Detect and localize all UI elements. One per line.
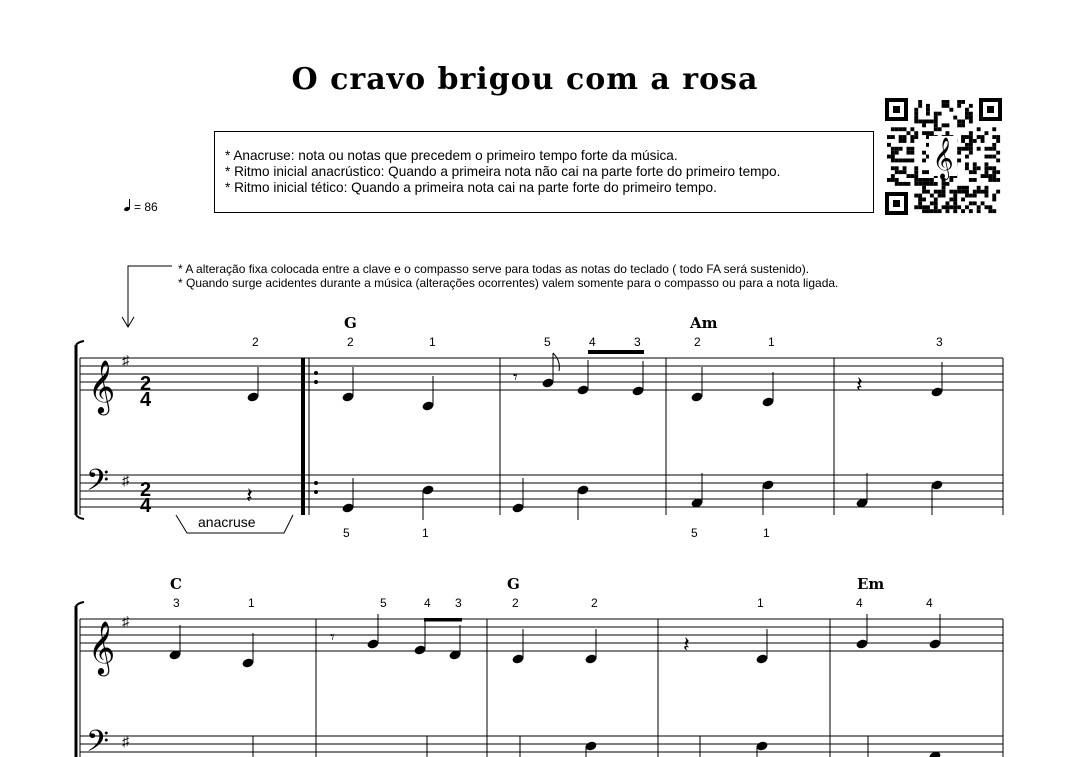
fingering: 1 — [248, 596, 255, 610]
chord-symbol: G — [344, 314, 357, 332]
fingering: 2 — [252, 335, 259, 349]
info-line: * Anacruse: nota ou notas que precedem o primeiro tempo forte da música. — [225, 148, 678, 163]
fingering: 4 — [589, 335, 596, 349]
chord-symbol: Em — [857, 575, 885, 593]
chord-symbol: C — [170, 575, 182, 593]
arrow-icon — [122, 266, 172, 327]
fingering: 4 — [856, 596, 863, 610]
anacruse-label: anacruse — [198, 514, 256, 530]
eighth-rest-icon: 𝄾 — [330, 627, 335, 647]
fingering: 4 — [424, 596, 431, 610]
system-2 — [76, 575, 1003, 757]
key-signature: ♯ — [122, 472, 129, 488]
info-line: * Ritmo inicial tético: Quando a primeira nota cai na parte forte do primeiro tempo. — [225, 180, 717, 195]
quarter-rest-icon: 𝄽 — [683, 632, 690, 657]
fingering: 3 — [634, 335, 641, 349]
note-flag — [553, 353, 559, 371]
fingering: 3 — [455, 596, 462, 610]
time-signature-bottom: 4 — [140, 389, 152, 411]
fingering: 1 — [429, 335, 436, 349]
beam — [588, 350, 644, 354]
system-1 — [76, 314, 1003, 540]
time-signature-bottom: 4 — [140, 495, 152, 517]
fingering: 1 — [763, 526, 770, 540]
tempo-value: = 86 — [134, 200, 158, 214]
fingering: 4 — [926, 596, 933, 610]
key-signature: ♯ — [122, 733, 129, 749]
quarter-rest-icon: 𝄽 — [246, 483, 253, 508]
note-line: * Quando surge acidentes durante a música (alterações ocorrentes) valem somente para o compasso ou para a nota ligada. — [178, 276, 839, 290]
fingering: 2 — [591, 596, 598, 610]
chord-symbol: G — [507, 575, 520, 593]
time-signature-top: 2 — [140, 373, 152, 395]
fingering: 1 — [757, 596, 764, 610]
bass-clef-icon: 𝄢 — [86, 464, 110, 505]
fingering: 1 — [422, 526, 429, 540]
chord-symbol: Am — [690, 314, 718, 332]
treble-clef-icon: 𝄞 — [88, 359, 116, 413]
fingering: 2 — [347, 335, 354, 349]
fingering: 1 — [768, 335, 775, 349]
fingering: 5 — [343, 526, 350, 540]
treble-clef-icon: 𝄞 — [88, 620, 116, 674]
fingering: 2 — [694, 335, 701, 349]
key-signature: ♯ — [122, 352, 129, 368]
bass-clef-icon: 𝄢 — [86, 725, 110, 757]
page-title: O cravo brigou com a rosa — [291, 62, 759, 97]
fingering: 5 — [544, 335, 551, 349]
fingering: 3 — [173, 596, 180, 610]
eighth-rest-icon: 𝄾 — [513, 367, 518, 387]
fingering: 5 — [691, 526, 698, 540]
time-signature-top: 2 — [140, 479, 152, 501]
fingering: 2 — [512, 596, 519, 610]
info-line: * Ritmo inicial anacrústico: Quando a primeira nota não cai na parte forte do primeiro tempo. — [225, 164, 781, 179]
key-signature: ♯ — [122, 613, 129, 629]
beam — [424, 618, 462, 622]
svg-text:𝄞: 𝄞 — [932, 138, 954, 179]
note-line: * A alteração fixa colocada entre a clave e o compasso serve para todas as notas do teclado ( todo FA será sustenido). — [178, 262, 810, 276]
fingering: 5 — [380, 596, 387, 610]
fingering: 3 — [936, 335, 943, 349]
quarter-rest-icon: 𝄽 — [856, 372, 863, 397]
